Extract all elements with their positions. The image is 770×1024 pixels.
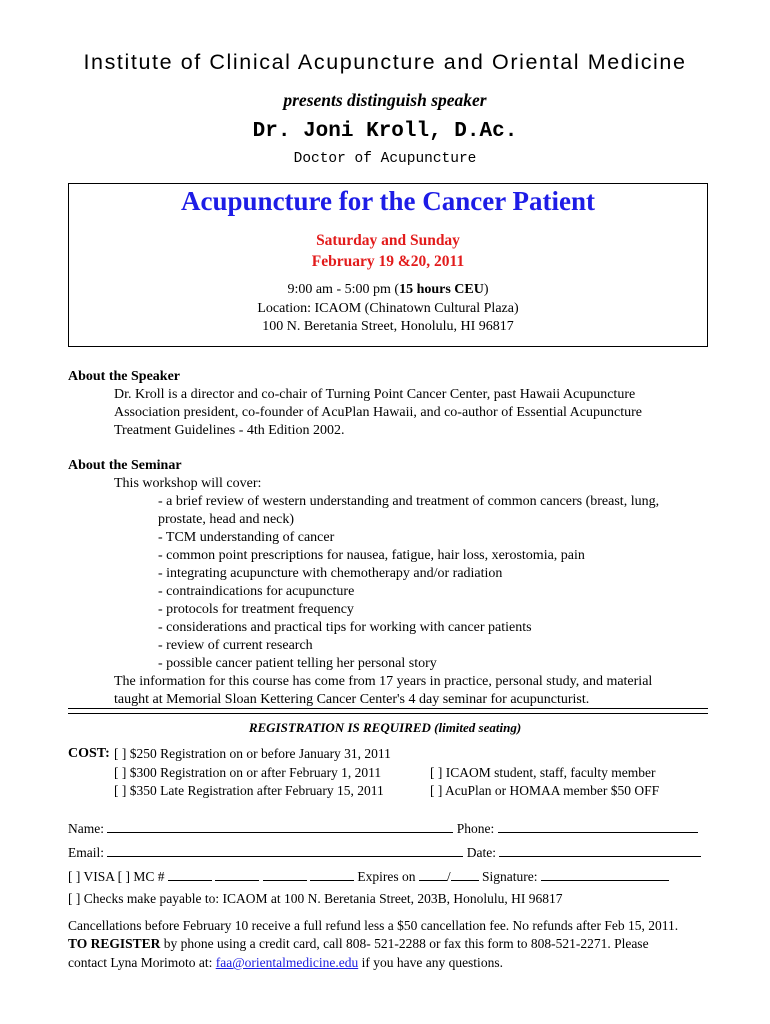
event-time (69, 282, 707, 298)
contact-suffix: if you have any questions. (358, 955, 503, 970)
event-box (68, 183, 708, 347)
seminar-item: prostate, head and neck) (158, 512, 295, 527)
signature-label: Signature: (482, 869, 538, 884)
option-checkbox-350[interactable]: [ ] $350 Late Registration after February 15, 2011 (114, 783, 384, 798)
event-time-prefix: 9:00 am - 5:00 pm ( (287, 282, 400, 297)
seminar-item: - contraindications for acupuncture (158, 584, 355, 599)
to-register-heading: TO REGISTER (68, 936, 161, 951)
cancellation-policy: Cancellations before February 10 receive a full refund less a $50 cancellation fee. No refunds after Feb 15, 2011. (68, 918, 679, 933)
contact-email-link[interactable]: faa@orientalmedicine.edu (215, 955, 359, 970)
seminar-item: - possible cancer patient telling her personal story (158, 656, 437, 671)
seminar-item: - a brief review of western understanding and treatment of common cancers (breast, lung, (158, 494, 660, 509)
checks-option[interactable]: [ ] Checks make payable to: ICAOM at 100 N. Beretania Street, 203B, Honolulu, HI 96817 (68, 891, 563, 906)
institute-name: Institute of Clinical Acupuncture and Oriental Medicine (83, 50, 687, 74)
seminar-closing: The information for this course has come from 17 years in practice, personal study, and material (114, 674, 653, 689)
date-label: Date: (466, 845, 496, 860)
expires-label: Expires on (357, 869, 416, 884)
event-dates: February 19 &20, 2011 (311, 253, 465, 270)
about-speaker-line: Treatment Guidelines - 4th Edition 2002. (114, 423, 345, 438)
seminar-closing: taught at Memorial Sloan Kettering Cancer Center's 4 day seminar for acupuncturist. (114, 692, 590, 707)
about-speaker-heading: About the Speaker (68, 369, 181, 384)
card-number-field[interactable] (263, 867, 307, 881)
event-location: Location: ICAOM (Chinatown Cultural Plaza) (257, 301, 519, 316)
event-days: Saturday and Sunday (316, 232, 460, 249)
contact-line (68, 955, 503, 971)
email-label: Email: (68, 845, 104, 860)
event-address: 100 N. Beretania Street, Honolulu, HI 96817 (262, 319, 514, 334)
card-number-field[interactable] (215, 867, 259, 881)
seminar-item: - TCM understanding of cancer (158, 530, 335, 545)
phone-label: Phone: (456, 821, 495, 836)
expires-month-field[interactable] (419, 867, 447, 881)
registration-notice: REGISTRATION IS REQUIRED (limited seating) (248, 720, 522, 735)
expires-separator: / (446, 869, 451, 884)
seminar-item: - integrating acupuncture with chemotherapy and/or radiation (158, 566, 503, 581)
contact-prefix: contact Lyna Morimoto at: (68, 955, 216, 970)
separator-line (68, 713, 708, 714)
expires-year-field[interactable] (451, 867, 479, 881)
seminar-intro: This workshop will cover: (114, 476, 262, 491)
email-field[interactable] (107, 843, 463, 857)
speaker-title: Doctor of Acupuncture (293, 151, 477, 167)
phone-field[interactable] (498, 819, 698, 833)
to-register-line (68, 936, 649, 952)
card-number-field[interactable] (168, 867, 212, 881)
speaker-name: Dr. Joni Kroll, D.Ac. (252, 120, 518, 143)
cost-label: COST: (68, 746, 110, 761)
event-ceu: 15 hours CEU (399, 282, 484, 297)
separator-line (68, 708, 708, 709)
card-number-field[interactable] (310, 867, 354, 881)
event-title: Acupuncture for the Cancer Patient (181, 186, 595, 216)
to-register-text: by phone using a credit card, call 808- 521-2288 or fax this form to 808-521-2271. Please (160, 936, 649, 951)
about-seminar-heading: About the Seminar (68, 458, 182, 473)
event-time-suffix: ) (483, 282, 489, 297)
about-speaker-line: Dr. Kroll is a director and co-chair of Turning Point Cancer Center, past Hawaii Acupuncture (114, 387, 636, 402)
card-row (68, 867, 669, 885)
seminar-item: - considerations and practical tips for working with cancer patients (158, 620, 532, 635)
option-checkbox-250[interactable]: [ ] $250 Registration on or before January 31, 2011 (114, 746, 391, 761)
name-label: Name: (68, 821, 104, 836)
about-speaker-line: Association president, co-founder of AcuPlan Hawaii, and co-author of Essential Acupuncture (114, 405, 642, 420)
seminar-item: - protocols for treatment frequency (158, 602, 354, 617)
seminar-item: - review of current research (158, 638, 313, 653)
option-checkbox-member[interactable]: [ ] AcuPlan or HOMAA member $50 OFF (430, 783, 660, 798)
option-checkbox-student[interactable]: [ ] ICAOM student, staff, faculty member (430, 765, 656, 780)
name-field[interactable] (107, 819, 453, 833)
email-row (68, 843, 701, 861)
presents-line: presents distinguish speaker (283, 90, 487, 110)
name-row (68, 819, 698, 837)
date-field[interactable] (499, 843, 701, 857)
option-checkbox-300[interactable]: [ ] $300 Registration on or after February 1, 2011 (114, 765, 382, 780)
signature-field[interactable] (541, 867, 669, 881)
seminar-item: - common point prescriptions for nausea, fatigue, hair loss, xerostomia, pain (158, 548, 585, 563)
card-label[interactable]: [ ] VISA [ ] MC # (68, 869, 165, 884)
